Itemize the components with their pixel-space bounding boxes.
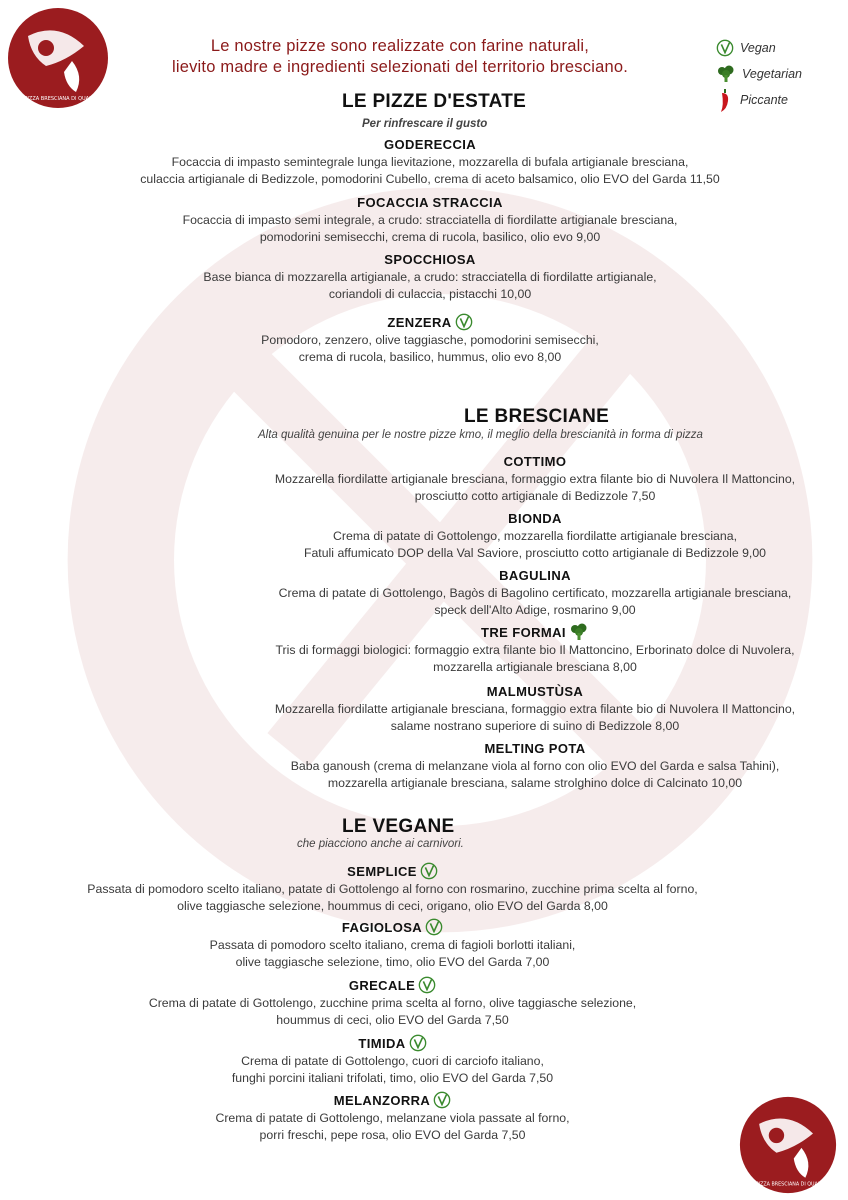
legend-label: Vegan	[740, 41, 776, 55]
item-desc-line: Focaccia di impasto semintegrale lunga lievitazione, mozzarella di bufala artigianale bresciana,	[171, 155, 689, 169]
broccoli-icon	[569, 622, 589, 642]
item-desc-line: Passata di pomodoro scelto italiano, crema di fagioli borlotti italiani,	[209, 937, 576, 952]
broccoli-icon	[716, 64, 736, 84]
menu-item	[100, 251, 760, 303]
section-title-vegane: LE VEGANE	[342, 816, 455, 837]
menu-item	[200, 683, 848, 735]
item-desc-line: prosciutto cotto artigianale di Bedizzole 7,50	[414, 489, 656, 503]
item-desc-line: mozzarella artigianale bresciana, salame strolghino dolce di Calcinato 10,00	[327, 776, 743, 790]
menu-item	[100, 194, 760, 246]
item-name: SPOCCHIOSA	[384, 252, 476, 267]
item-name: MELANZORRA	[333, 1092, 431, 1108]
item-desc-line: speck dell'Alto Adige, rosmarino 9,00	[434, 603, 636, 617]
item-desc-line: Crema di patate di Gottolengo, zucchine prima scelta al forno, olive taggiasche selezione,	[148, 995, 637, 1010]
menu-item	[200, 453, 848, 505]
item-name: GRECALE	[348, 977, 416, 993]
vegan-v-icon	[420, 862, 438, 880]
brand-logo	[6, 6, 110, 110]
item-desc-line: Crema di patate di Gottolengo, Bagòs di Bagolino certificato, mozzarella artigianale bresciana,	[278, 586, 792, 600]
item-name: SEMPLICE	[347, 863, 417, 879]
menu-item	[200, 510, 848, 562]
legend-label: Vegetarian	[742, 67, 802, 81]
legend-piccante	[716, 88, 846, 112]
menu-item	[100, 313, 760, 366]
menu-item	[20, 1034, 765, 1087]
item-desc-line: porri freschi, pepe rosa, olio EVO del Garda 7,50	[259, 1127, 526, 1142]
chili-pepper-icon	[716, 87, 734, 113]
section-subtitle-estate: Per rinfrescare il gusto	[362, 118, 488, 130]
item-desc-line: Passata di pomodoro scelto italiano, patate di Gottolengo al forno con rosmarino, zucchine prima scelta al forno,	[87, 881, 698, 896]
vegan-v-icon	[425, 918, 443, 936]
item-name: ZENZERA	[387, 314, 452, 330]
item-desc-line: funghi porcini italiani trifolati, timo, olio EVO del Garda 7,50	[231, 1070, 554, 1085]
vegan-v-icon	[455, 313, 473, 331]
item-desc-line: Mozzarella fiordilatte artigianale bresciana, formaggio extra filante bio di Nuvolera Il Mattoncino,	[274, 472, 796, 486]
menu-item	[20, 918, 765, 971]
item-desc-line: Fatuli affumicato DOP della Val Saviore, prosciutto cotto artigianale di Bedizzole 9,00	[303, 546, 767, 560]
item-desc-line: hoummus di ceci, olio EVO del Garda 7,50	[276, 1012, 509, 1027]
item-name: TIMIDA	[358, 1035, 406, 1051]
item-desc-line: Tris di formaggi biologici: formaggio extra filante bio Il Mattoncino, Erborinato dolce di Nuvolera,	[275, 643, 795, 657]
item-name: MELTING POTA	[484, 741, 586, 756]
item-name: GODERECCIA	[383, 137, 477, 152]
item-name: TRE FORMAI	[481, 624, 566, 640]
item-name: FOCACCIA STRACCIA	[357, 195, 503, 210]
item-desc-line: coriandoli di culaccia, pistacchi 10,00	[328, 287, 532, 301]
svg-text:LA PIZZA BRESCIANA DI QUALITÀ: LA PIZZA BRESCIANA DI QUALITÀ	[748, 1182, 828, 1188]
item-desc-line: Crema di patate di Gottolengo, melanzane viola passate al forno,	[215, 1110, 570, 1125]
icon-legend	[716, 36, 846, 114]
item-desc-line: crema di rucola, basilico, hummus, olio evo 8,00	[298, 349, 562, 364]
item-desc-line: pomodorini semisecchi, crema di rucola, basilico, olio evo 9,00	[259, 230, 601, 244]
menu-item	[20, 976, 765, 1029]
item-desc-line: Base bianca di mozzarella artigianale, a crudo: stracciatella di fiordilatte artigianale,	[203, 270, 657, 284]
item-desc-line: Focaccia di impasto semi integrale, a crudo: stracciatella di fiordilatte artigianale bresciana,	[182, 213, 678, 227]
item-desc-line: olive taggiasche selezione, timo, olio EVO del Garda 7,00	[235, 954, 550, 969]
legend-vegan	[716, 36, 846, 60]
intro-text	[120, 36, 680, 78]
item-desc-line: olive taggiasche selezione, hoummus di ceci, origano, olio EVO del Garda 8,00	[177, 898, 608, 913]
legend-label: Piccante	[740, 93, 788, 107]
svg-text:LA PIZZA BRESCIANA DI QUALITÀ: LA PIZZA BRESCIANA DI QUALITÀ	[16, 96, 100, 102]
vegan-v-icon	[409, 1034, 427, 1052]
item-name: BAGULINA	[499, 568, 571, 583]
item-name: FAGIOLOSA	[341, 919, 423, 935]
vegan-v-icon	[716, 39, 734, 57]
item-desc-line: Mozzarella fiordilatte artigianale bresciana, formaggio extra filante bio di Nuvolera Il Mattoncino,	[274, 702, 796, 716]
item-desc-line: Crema di patate di Gottolengo, cuori di carciofo italiano,	[241, 1053, 544, 1068]
menu-item	[100, 136, 760, 188]
menu-item	[200, 740, 848, 792]
menu-item	[200, 622, 848, 676]
section-title-estate: LE PIZZE D'ESTATE	[342, 91, 527, 112]
menu-item	[20, 1091, 765, 1144]
vegan-v-icon	[418, 976, 436, 994]
intro-line-1: Le nostre pizze sono realizzate con farine naturali,	[210, 37, 590, 55]
section-title-bresciane: LE BRESCIANE	[464, 406, 610, 427]
item-name: MALMUSTÙSA	[486, 684, 584, 699]
intro-line-2: lievito madre e ingredienti selezionati del territorio bresciano.	[172, 58, 628, 76]
section-subtitle-bresciane: Alta qualità genuina per le nostre pizze kmo, il meglio della brescianità in forma di pizza	[258, 429, 703, 441]
menu-item	[200, 567, 848, 619]
item-desc-line: culaccia artigianale di Bedizzole, pomodorini Cubello, crema di aceto balsamico, olio EVO del Garda 11,50	[140, 172, 720, 186]
item-desc-line: Baba ganoush (crema di melanzane viola al forno con olio EVO del Garda e salsa Tahini),	[290, 759, 780, 773]
legend-vegetarian	[716, 62, 846, 86]
item-desc-line: mozzarella artigianale bresciana 8,00	[433, 660, 637, 674]
menu-item	[20, 862, 765, 915]
item-desc-line: salame nostrano superiore di suino di Bedizzole 8,00	[390, 719, 680, 733]
vegan-v-icon	[433, 1091, 451, 1109]
item-desc-line: Pomodoro, zenzero, olive taggiasche, pomodorini semisecchi,	[261, 332, 599, 347]
item-name: COTTIMO	[503, 454, 567, 469]
item-name: BIONDA	[508, 511, 562, 526]
item-desc-line: Crema di patate di Gottolengo, mozzarella fiordilatte artigianale bresciana,	[333, 529, 737, 543]
section-subtitle-vegane: che piacciono anche ai carnivori.	[297, 838, 464, 850]
